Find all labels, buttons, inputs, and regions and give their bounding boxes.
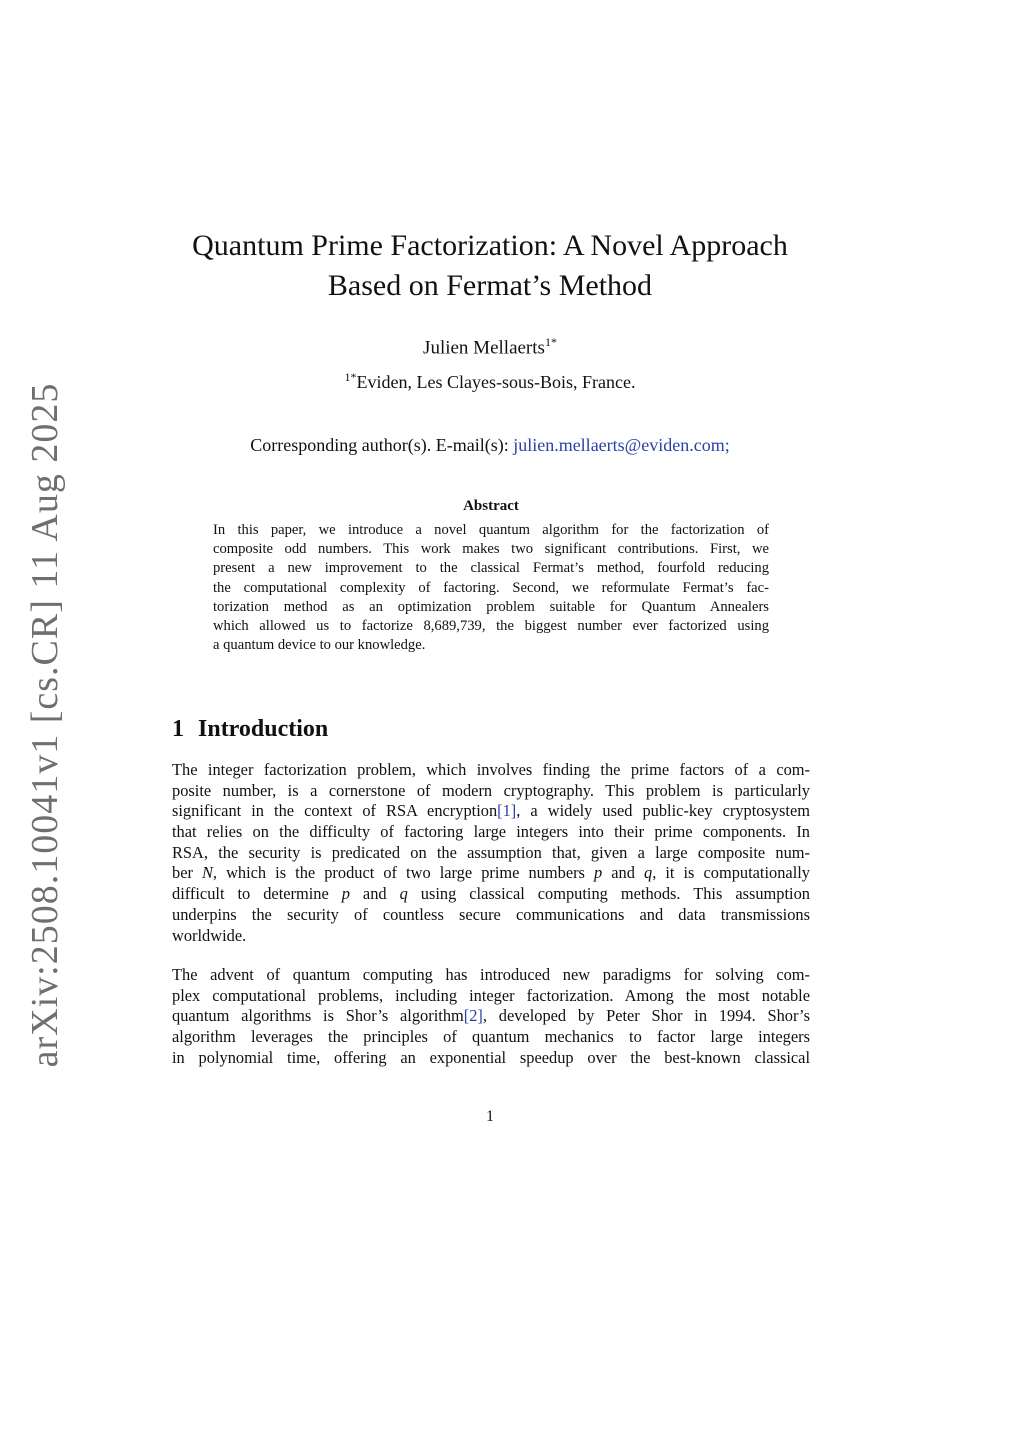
affiliation-marker: 1* (344, 370, 357, 384)
paragraph-line: algorithm leverages the principles of quantum mechanics to factor large integers (172, 1027, 810, 1047)
abstract-heading: Abstract (463, 498, 519, 514)
paragraph-line: that relies on the difficulty of factoring large integers into their prime components. In (172, 822, 810, 842)
text-fragment: quantum algorithms is Shor’s algorithm (172, 1006, 464, 1026)
paper-title (150, 226, 830, 306)
abstract-line: which allowed us to factorize 8,689,739, the biggest number ever factorized using (213, 617, 769, 634)
paragraph-line: RSA, the security is predicated on the assumption that, given a large composite num- (172, 842, 810, 862)
abstract-body (213, 521, 769, 655)
intro-paragraph-1 (172, 760, 810, 946)
text-fragment: difficult to determine (172, 884, 342, 904)
abstract-line: the computational complexity of factoring. Second, we reformulate Fermat’s fac- (213, 579, 769, 596)
text-fragment: , it is computationally (652, 863, 810, 883)
author-marker: 1* (544, 335, 557, 349)
math-variable: q (643, 863, 653, 883)
page-number: 1 (486, 1108, 494, 1125)
title-line: Quantum Prime Factorization: A Novel Approach (192, 229, 788, 262)
paragraph-line (172, 1006, 810, 1027)
abstract-line: a quantum device to our knowledge. (213, 637, 426, 654)
affiliation (150, 370, 830, 393)
text-fragment: , a widely used public-key cryptosystem (516, 801, 810, 821)
paragraph-line (172, 884, 810, 905)
section-heading-introduction (172, 716, 328, 743)
section-title: Introduction (198, 716, 329, 742)
intro-paragraph-2 (172, 965, 810, 1068)
text-fragment: ber (172, 863, 202, 883)
arxiv-identifier: arXiv:2508.10041v1 [cs.CR] 11 Aug 2025 (24, 382, 66, 1068)
abstract-line: torization method as an optimization problem suitable for Quantum Annealers (213, 598, 769, 615)
text-fragment: using classical computing methods. This assumption (407, 884, 810, 904)
citation-link[interactable]: [1] (497, 801, 517, 821)
math-variable: p (594, 863, 603, 883)
citation-link[interactable]: [2] (463, 1006, 483, 1026)
title-line: Based on Fermat’s Method (327, 269, 653, 302)
text-fragment: and (349, 884, 400, 904)
email-trailing: ; (724, 435, 730, 455)
paragraph-line: worldwide. (172, 925, 247, 945)
math-variable: p (341, 884, 350, 904)
paragraph-line: The integer factorization problem, which involves finding the prime factors of a com- (172, 760, 810, 779)
text-fragment: , developed by Peter Shor in 1994. Shor’s (482, 1006, 810, 1026)
corresponding-author (150, 435, 830, 456)
math-variable: q (399, 884, 408, 904)
paragraph-line: underpins the security of countless secure communications and data transmissions (172, 904, 810, 924)
abstract-line: In this paper, we introduce a novel quantum algorithm for the factorization of (213, 522, 769, 538)
abstract-line: present a new improvement to the classical Fermat’s method, fourfold reducing (213, 560, 769, 577)
paragraph-line (172, 801, 810, 822)
email-link[interactable]: julien.mellaerts@eviden.com (513, 435, 725, 455)
author-name: Julien Mellaerts (423, 337, 545, 359)
paragraph-line (172, 863, 810, 884)
paragraph-line: in polynomial time, offering an exponential speedup over the best-known classical (172, 1047, 810, 1067)
section-number: 1 (172, 716, 184, 742)
math-variable: N (201, 863, 213, 883)
text-fragment: significant in the context of RSA encryption (172, 801, 498, 821)
author (150, 335, 830, 359)
paragraph-line: posite number, is a cornerstone of modern cryptography. This problem is particularly (172, 780, 810, 800)
text-fragment: , which is the product of two large prime numbers (212, 863, 594, 883)
affiliation-text: Eviden, Les Clayes-sous-Bois, France. (356, 372, 636, 392)
paragraph-line: The advent of quantum computing has introduced new paradigms for solving com- (172, 965, 810, 984)
corresponding-label: Corresponding author(s). E-mail(s): (250, 435, 514, 455)
text-fragment: and (602, 863, 644, 883)
paragraph-line: plex computational problems, including integer factorization. Among the most notable (172, 985, 810, 1005)
abstract-line: composite odd numbers. This work makes two significant contributions. First, we (213, 541, 769, 558)
